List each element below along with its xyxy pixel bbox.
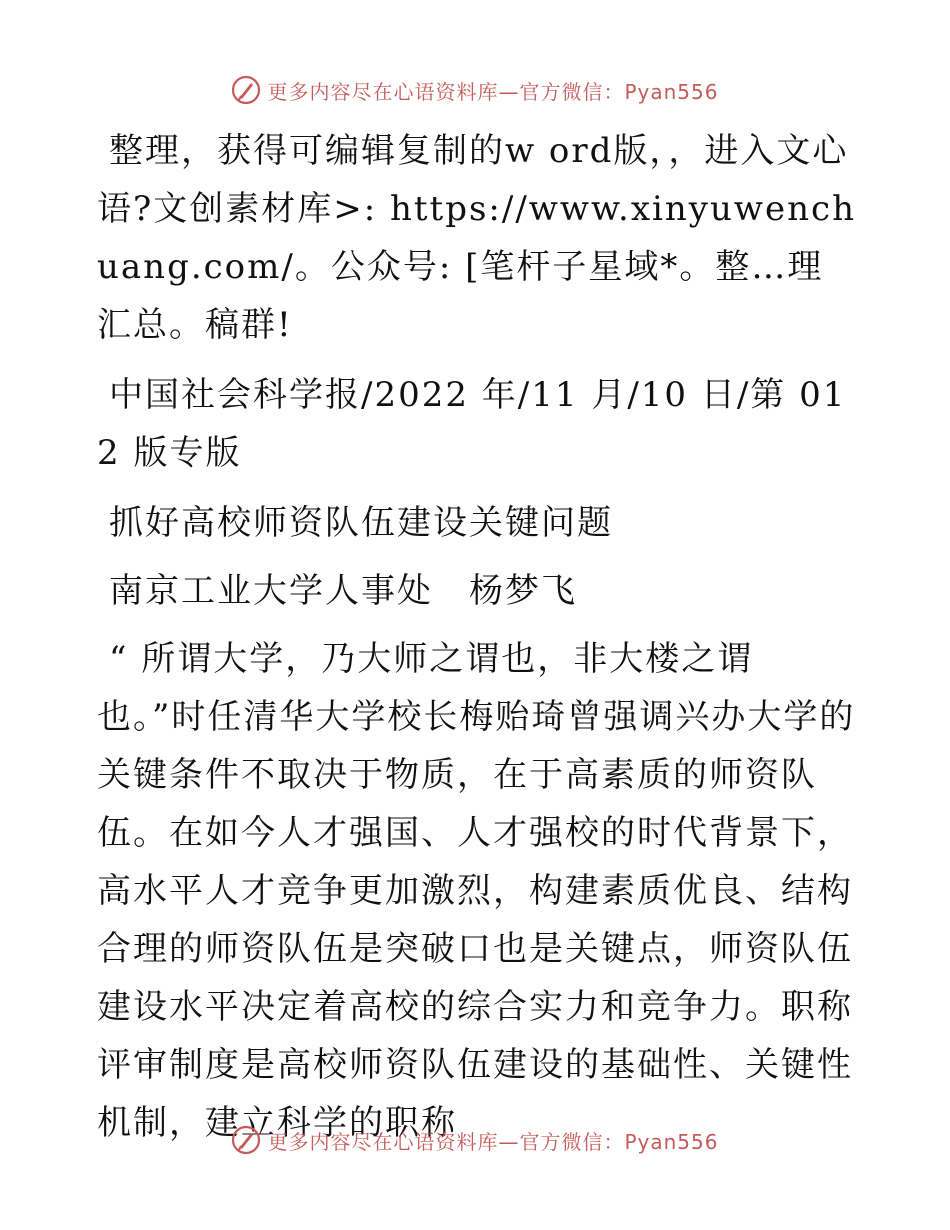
watermark-text: 更多内容尽在心语资料库—官方微信：Pyan556 (267, 79, 719, 104)
article-title: 抓好高校师资队伍建设关键问题 (109, 503, 613, 543)
header-watermark (0, 70, 950, 110)
author-line: 南京工业大学人事处 杨梦飞 (109, 571, 577, 611)
document-body (97, 122, 857, 1152)
footer-watermark (0, 1120, 950, 1160)
watermark-text: 更多内容尽在心语资料库—官方微信：Pyan556 (267, 1129, 719, 1154)
body-paragraph: “ 所谓大学，乃大师之谓也，非大楼之谓也。”时任清华大学校长梅贻琦曾强调兴办大学的关键条件不取决于物质，在于高素质的师资队伍。在如今人才强国、人才强校的时代背景下，高水平人才竞争更加激烈，构建素质优良、结构合理的师资队伍是突破口也是关键点，师资队伍建设水平决定着高校的综合实力和竞争力。职称评审制度是高校师资队伍建设的基础性、关键性机制，建立科学的职称 (97, 639, 856, 1143)
quill-pen-logo-icon (231, 1125, 261, 1155)
quill-pen-logo-icon (231, 75, 261, 105)
source-line: 中国社会科学报/2022 年/11 月/10 日/第 012 版专版 (97, 375, 847, 473)
intro-paragraph: 整理，获得可编辑复制的w ord版，，进入文心语?文创素材库>: https://www.xinyuwenchuang.com/。公众号: [笔杆子星域*。整…理汇总。稿群! (97, 131, 856, 345)
